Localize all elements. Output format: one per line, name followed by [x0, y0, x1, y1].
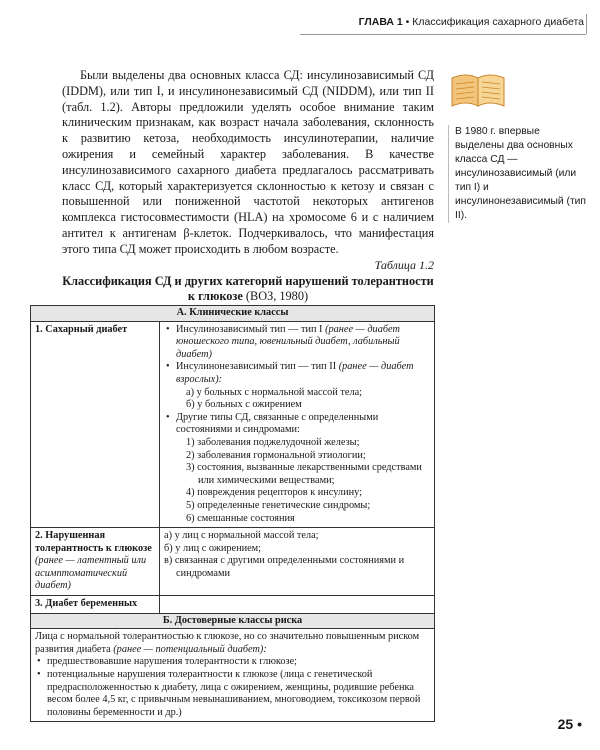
list-item: • потенциальные нарушения толерантности к глюкозе (лица с генетической предрасположенностью к диабету, лица с ожирением, женщины, родившие ребенка весом более 4,5 кг, с привычным невынашиванием, многоводием, токсикозом первой половины беременности и др.) [47, 669, 430, 719]
table-row [31, 596, 435, 614]
table-row: Лица с нормальной толерантностью к глюкозе, но со значительно повышенным риском развития диабета (ранее — потенциальный диабет): • предшествовавшие нарушения толерантности к глюкозе; • потенциальные нарушения толерантности к глюкозе (лица с генетической предрасположенностью к диабету, лица с ожирением, женщины, родившие ребенка весом более 4,5 кг, с привычным невынашиванием, многоводием, токсикозом первой половины беременности и др.) [31, 629, 435, 722]
body-text [62, 68, 434, 258]
running-header: ГЛАВА 1 • Классификация сахарного диабета [300, 14, 586, 35]
book-icon [448, 70, 508, 110]
page-number: 25 • [557, 716, 582, 732]
chapter-title: Классификация сахарного диабета [412, 16, 584, 28]
section-a-header: А. Клинические классы [31, 306, 435, 322]
chapter-label: ГЛАВА 1 [358, 16, 403, 28]
table-caption: Таблица 1.2 [374, 258, 434, 272]
list-item: • Инсулинозависимый тип — тип I (ранее — диабет юношеского типа, ювенильный диабет, лабильный диабет) [176, 324, 430, 362]
row-label: 2. Нарушенная толерантность к глюкозе (ранее — латентный или асимптоматический диабет) [31, 528, 160, 596]
table-row [31, 321, 435, 528]
row-label: 3. Диабет беременных [31, 596, 160, 614]
section-b-header: Б. Достоверные классы риска [31, 613, 435, 629]
list-item: • Инсулинонезависимый тип — тип II (ранее — диабет взрослых): а) у больных с нормальной массой тела; б) у больных с ожирением [176, 361, 430, 411]
table-row: 2. Нарушенная толерантность к глюкозе (ранее — латентный или асимптоматический диабет) а) у лиц с нормальной массой тела; б) у лиц с ожирением; в) связанная с другими определенными состояниями и синдромами [31, 528, 435, 596]
sidebar-note-text: В 1980 г. впервые выделены два основных класса СД — инсулинозависимый (или тип I) и инсулинонезависимый (тип II). [448, 125, 588, 223]
classification-table [30, 305, 435, 722]
list-item: • предшествовавшие нарушения толерантности к глюкозе; [47, 656, 430, 669]
paragraph-1: Были выделены два основных класса СД: инсулинозависимый СД (IDDM), или тип I, и инсулинонезависимый СД (NIDDM), или тип II (табл. 1.2). Авторы предложили уделять особое внимание таким клиническим признакам, как возраст начала заболевания, склонность к развитию кетоза, необходимость инсулинотерапии, наличие ожирения и семейный характер заболевания. В качестве инсулинозависимого сахарного диабета предлагалось рассматривать класс СД, который характеризуется склонностью к кетозу и связан с повышенной или пониженной частотой некоторых антигенов комплекса гистосовместимости (HLA) на хромосоме 6 и с наличием антител к антигенам β-клеток. Подчеркивалось, что манифестация этого типа СД может происходить в любом возрасте. [62, 68, 434, 256]
list-item: • Другие типы СД, связанные с определенными состояниями и синдромами: 1) заболевания поджелудочной железы; 2) заболевания гормональной этиологии; 3) состояния, вызванные лекарственными средствами или химическими веществами; 4) повреждения рецепторов к инсулину; 5) определенные генетические синдромы; 6) смешанные состояния [176, 412, 430, 525]
row-label: 1. Сахарный диабет [31, 321, 160, 528]
sidebar-note [448, 70, 588, 223]
table-title: Классификация СД и других категорий нарушений толерантности к глюкозе (ВОЗ, 1980) [62, 274, 434, 303]
